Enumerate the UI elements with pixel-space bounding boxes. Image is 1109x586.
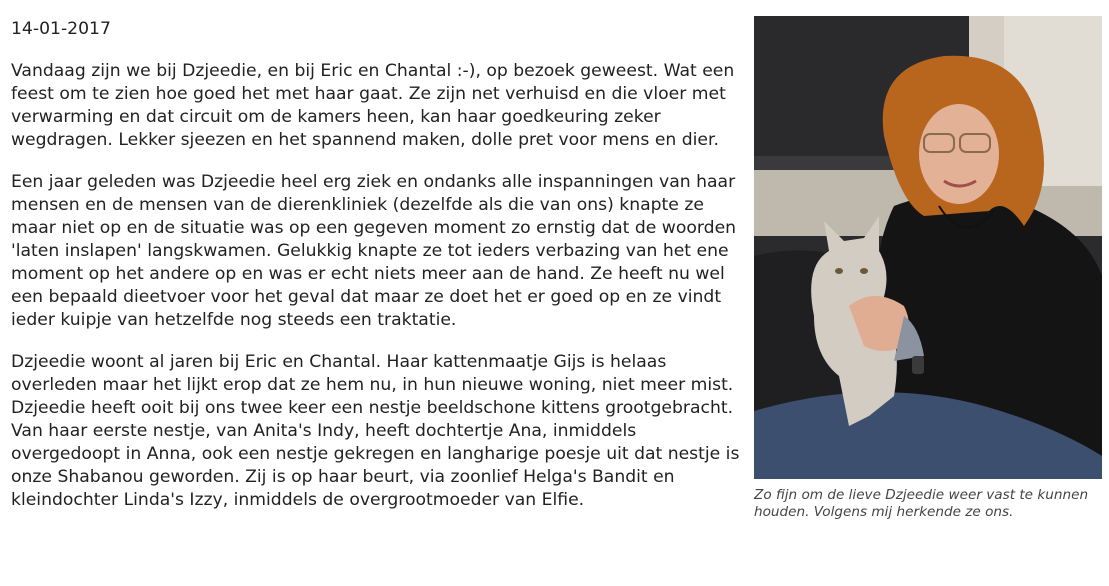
photo-figure: [754, 16, 1102, 521]
paragraph-3: Dzjeedie woont al jaren bij Eric en Chantal. Haar kattenmaatje Gijs is helaas overleden maar het lijkt erop dat ze hem nu, in hun nieuwe woning, niet meer mist. Dzjeedie heeft ooit bij ons twee keer een nestje beeldschone kittens grootgebracht. Van haar eerste nestje, van Anita's Indy, heeft dochtertje Ana, inmiddels overgedoopt in Anna, ook een nestje gekregen en langharige poesje uit dat nestje is onze Shabanou geworden. Zij is op haar beurt, via zoonlief Helga's Bandit en kleindochter Linda's Izzy, inmiddels de overgrootmoeder van Elfie.: [11, 352, 740, 510]
photo-woman-with-cat: [754, 16, 1102, 479]
paragraph-1: Vandaag zijn we bij Dzjeedie, en bij Eric en Chantal :-), op bezoek geweest. Wat een feest om te zien hoe goed het met haar gaat. Ze zijn net verhuisd en die vloer met verwarming en dat circuit om de kamers heen, kan haar goedkeuring zeker wegdragen. Lekker sjeezen en het spannend maken, dolle pret voor mens en dier.: [11, 61, 735, 150]
paragraph-2: Een jaar geleden was Dzjeedie heel erg ziek en ondanks alle inspanningen van haar mensen en de mensen van de dierenkliniek (dezelfde als die van ons) knapte ze maar niet op en de situatie was op een gegeven moment zo ernstig dat de woorden 'laten inslapen' langskwamen. Gelukkig knapte ze tot ieders verbazing van het ene moment op het andere op en was er echt niets meer aan de hand. Ze heeft nu wel een bepaald dieetvoer voor het geval dat maar ze doet het er goed op en ze vindt ieder kuipje van hetzelfde nog steeds een traktatie.: [11, 172, 737, 330]
photo-caption: Zo fijn om de lieve Dzjeedie weer vast te kunnen houden. Volgens mij herkende ze ons.: [754, 487, 1089, 520]
post-date: 14-01-2017: [11, 19, 111, 39]
article-body: [11, 18, 741, 531]
